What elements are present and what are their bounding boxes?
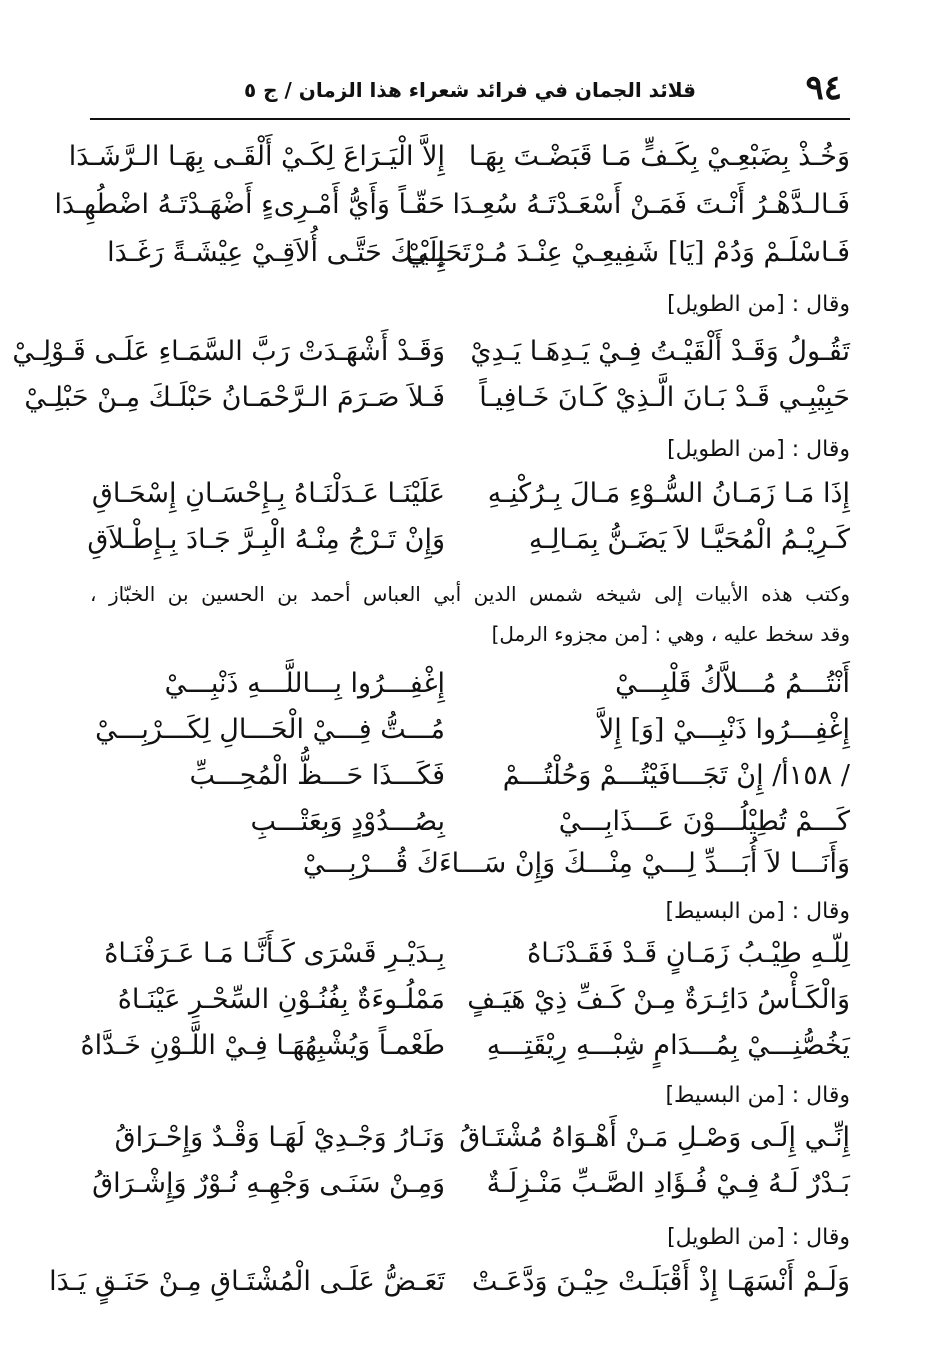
verse-second-hemistich: بِـدَيْـرِ قَسْرَى كَـأَنَّـا مَـا عَـرَفْنَـاهُ [104, 938, 445, 969]
verse-second-hemistich: إِلَيْـكَ حَتَّـى أُلاَقِـيْ عِيْشَـةً رَغَـدَا [107, 237, 445, 268]
verse-line [90, 976, 850, 1024]
verse-line [90, 1160, 850, 1208]
verse-first-hemistich: إِذَا مَـا زَمَـانُ السُّـوْءِ مَـالَ بِـرُكْنِـهِ [487, 478, 850, 509]
page-header [90, 60, 850, 120]
verse-line [90, 470, 850, 518]
verse-first-hemistich: وَالْكَـأْسُ دَائِـرَةٌ مِـنْ كَـفِّ ذِيْ هَيَـفٍ [467, 984, 850, 1015]
verse-line [90, 798, 850, 846]
verse-second-hemistich: وَقَـدْ أَشْهَـدَتْ رَبَّ السَّمَـاءِ عَلَـى قَـوْلِـيْ [12, 336, 445, 367]
verse-second-hemistich: إِغْفِـــرُوا بِـــاللَّـــهِ ذَنْبِـــيْ [164, 668, 445, 699]
verse-first-hemistich: / ١٥٨أ/ إِنْ تَجَـــافَيْتُـــمْ وَحُلْتُـــمْ [502, 760, 850, 791]
poem-heading [90, 888, 850, 936]
verse-first-hemistich: أَنْتُـــمُ مُـــلاَّكُ قَلْبِـــيْ [615, 668, 850, 699]
verse-first-hemistich: فَـاسْلَـمْ وَدُمْ [يَا] شَفِيعِـيْ عِنْـدَ مُـرْتَحَلِـيْ [406, 237, 850, 268]
verse-second-hemistich: طَعْمـاً وَيُشْبِهُهَـا فِـيْ اللَّـوْنِ خَـدَّاهُ [80, 1030, 445, 1061]
running-title: قلائد الجمان في فرائد شعراء هذا الزمان / ج ٥ [243, 78, 697, 102]
verse-second-hemistich: مُـــتُّ فِـــيْ الْحَـــالِ لِكَـــرْبِـــيْ [95, 714, 445, 745]
verse-line [80, 1022, 850, 1070]
verse-first-hemistich: لِلّـهِ طِيْـبُ زَمَـانٍ قَـدْ فَقَـدْنَـاهُ [527, 938, 850, 969]
verse-line [54, 181, 850, 229]
verse-second-hemistich: عَلَيْنَـا عَـدَلْنَـاهُ بِـإِحْسَـانِ إِسْحَـاقِ [91, 478, 445, 509]
verse-line [12, 328, 850, 376]
verse-line [68, 133, 850, 181]
verse-line [24, 374, 850, 422]
poem-heading-text: وقال : [من الطويل] [667, 437, 850, 462]
page-number: ٩٤ [805, 68, 842, 108]
verse-first-hemistich: وَخُـذْ بِضَبْعِـيْ بِكَـفٍّ مَـا قَبَضْـتَ بِهَـا [468, 141, 850, 172]
verse-first-hemistich: كَـــمْ تُطِيْلُـــوْنَ عَـــذَابِـــيْ [558, 806, 850, 837]
verse-first-hemistich: فَـالـدَّهْـرُ أَنْـتَ فَمَـنْ أَسْعَـدْتَـهُ سُعِـدَا [452, 189, 850, 220]
verse-second-hemistich: بِصُـــدُوْدٍ وَبِعَتْـــبِ [250, 806, 445, 837]
verse-line [90, 930, 850, 978]
verse-first-hemistich: تَقُـولُ وَقَـدْ أَلْقَيْـتُ فِـيْ يَـدِهَـا يَـدِيْ [470, 336, 850, 367]
verse-first-hemistich: إِغْفِـــرُوا ذَنْبِـــيْ [وَ] إِلاَّ [598, 714, 850, 745]
verse-first-hemistich: حَبِيْبِـي قَـدْ بَـانَ الَّـذِيْ كَـانَ خَـافِيـاً [479, 382, 850, 413]
poem-heading-text: وقال : [من البسيط] [665, 899, 850, 924]
verse-first-hemistich: يَخُصُّنِـــيْ بِمُـــدَامٍ شِبْـــهِ رِيْقَتِـــهِ [486, 1030, 850, 1061]
verse-first-hemistich: وَلَـمْ أَنْسَهَـا إِذْ أَقْبَلَـتْ حِيْـنَ وَدَّعَـتْ [471, 1266, 850, 1297]
verse-second-hemistich: وَإِنْ تَـرْجُ مِنْـهُ الْبِـرَّ جَـادَ بِـإِطْـلاَقِ [87, 524, 445, 555]
verse-second-hemistich: وَنَـارُ وَجْـدِيْ لَهَـا وَقْـدٌ وَإِحْـرَاقُ [114, 1122, 445, 1153]
verse-line [87, 516, 850, 564]
poem-heading [90, 1072, 850, 1120]
verse-first-hemistich: بَـدْرٌ لَـهُ فِـيْ فُـؤَادِ الصَّـبِّ مَنْـزِلَـةٌ [486, 1168, 850, 1199]
verse-second-hemistich: وَمِـنْ سَنَـى وَجْهِـهِ نُـوْرٌ وَإِشْـرَاقُ [92, 1168, 445, 1199]
verse-line [90, 752, 850, 800]
poem-heading-text: وقال : [من البسيط] [665, 1083, 850, 1108]
verse-second-hemistich: مَمْلُـوءَةٌ بِفُنُـوْنِ السِّحْـرِ عَيْنَـاهُ [117, 984, 445, 1015]
verse-second-hemistich: حَقّـاً وَأَيُّ أَمْـرِىءٍ أَضْهَـدْتَـهُ اضْطُهِـدَا [54, 189, 445, 220]
verse-second-hemistich: تَعَـضُّ عَلَـى الْمُشْتَـاقِ مِـنْ حَنَـقٍ يَـدَا [49, 1266, 445, 1297]
verse-second-hemistich: إِلاَّ الْيَـرَاعَ لِكَـيْ أَلْقَـى بِهَـا الـرَّشَـدَا [68, 141, 445, 172]
verse-first-hemistich: كَـرِيْـمُ الْمُحَيَّـا لاَ يَضَـنُّ بِمَـالِـهِ [528, 524, 850, 555]
poem-heading-text: وقال : [من الطويل] [667, 292, 850, 317]
verse-line [49, 1258, 850, 1306]
verse-line [90, 706, 850, 754]
poem-heading [90, 1214, 850, 1262]
verse-second-hemistich: فَـلاَ صَـرَمَ الـرَّحْمَـانُ حَبْلَـكَ مِـنْ حَبْلِـيْ [24, 382, 445, 413]
poem-heading-text: وقال : [من الطويل] [667, 1225, 850, 1250]
verse-first-hemistich: إِنِّـي إِلَـى وَصْـلِ مَـنْ أَهْـوَاهُ مُشْتَـاقُ [459, 1122, 850, 1153]
prose-line: وكتب هذه الأبيات إلى شيخه شمس الدين أبي العباس أحمد بن الحسين بن الخبّاز ، [90, 582, 850, 606]
poem-heading [90, 281, 850, 329]
verse-line [90, 660, 850, 708]
verse-line-run-on: وَأَنَـــا لاَ أُبَـــدِّ لِـــيْ مِنْـــكَ وَإِنْ سَـــاءَكَ قُـــرْبِـــيْ [302, 848, 850, 879]
poem-heading [90, 426, 850, 474]
verse-second-hemistich: فَكَـــذَا حَـــظُّ الْمُحِـــبِّ [189, 760, 445, 791]
verse-line [90, 229, 850, 277]
verse-line [90, 1114, 850, 1162]
prose-line: وقد سخط عليه ، وهي : [من مجزوء الرمل] [491, 622, 850, 646]
